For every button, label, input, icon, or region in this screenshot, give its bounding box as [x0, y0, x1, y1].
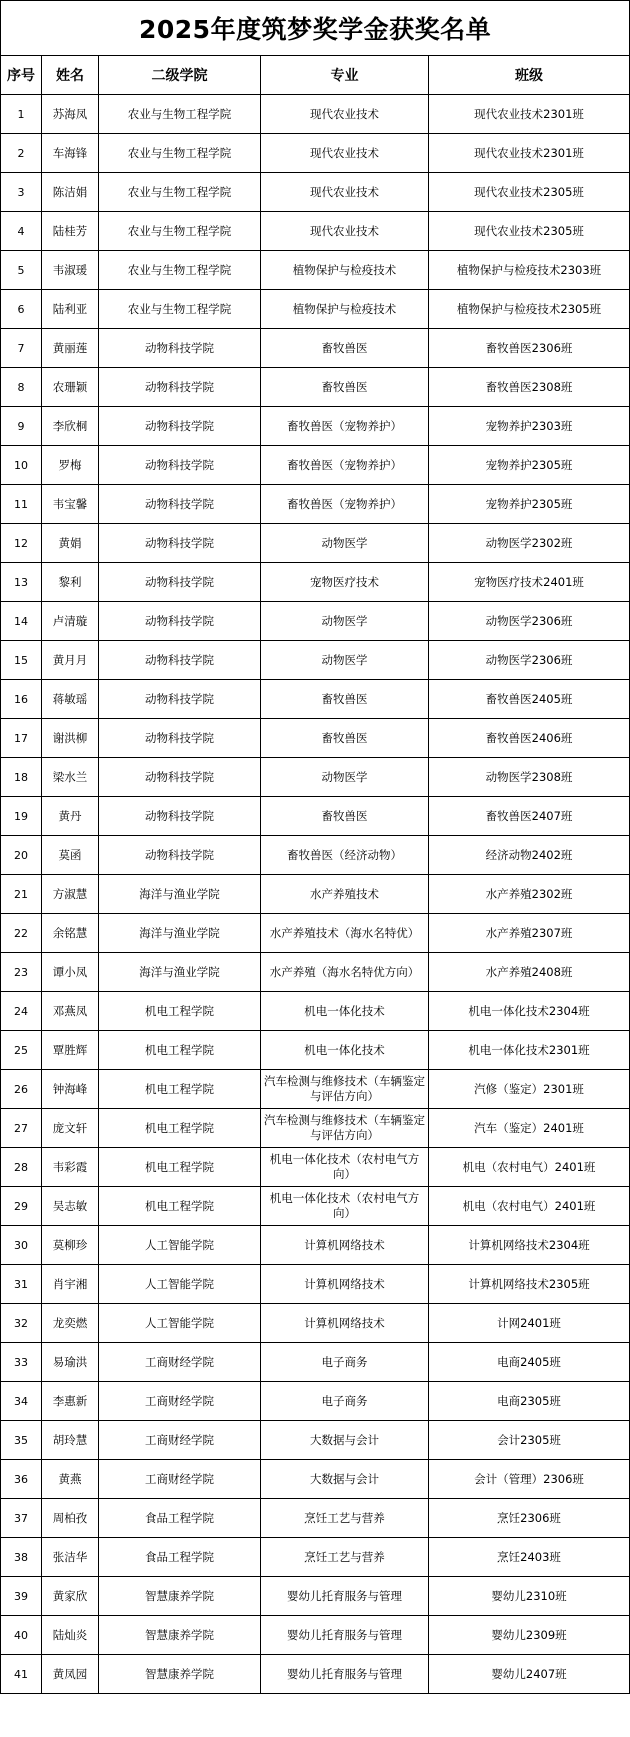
table-row: [1, 719, 630, 758]
cell-college: 机电工程学院: [99, 1187, 261, 1226]
cell-class: 机电一体化技术2304班: [429, 992, 630, 1031]
cell-major: 植物保护与检疫技术: [261, 290, 429, 329]
cell-name: 韦淑瑗: [42, 251, 99, 290]
cell-major: 婴幼儿托育服务与管理: [261, 1577, 429, 1616]
cell-major: 畜牧兽医（宠物养护）: [261, 446, 429, 485]
cell-name: 陆灿炎: [42, 1616, 99, 1655]
cell-name: 龙奕燃: [42, 1304, 99, 1343]
cell-name: 陈洁娟: [42, 173, 99, 212]
cell-index: 23: [1, 953, 42, 992]
table-row: [1, 290, 630, 329]
cell-major: 汽车检测与维修技术（车辆鉴定与评估方向）: [261, 1109, 429, 1148]
header-college: 二级学院: [99, 56, 261, 95]
cell-index: 26: [1, 1070, 42, 1109]
cell-index: 40: [1, 1616, 42, 1655]
document-title: 2025年度筑梦奖学金获奖名单: [1, 1, 630, 56]
cell-index: 14: [1, 602, 42, 641]
cell-major: 机电一体化技术: [261, 992, 429, 1031]
cell-college: 农业与生物工程学院: [99, 173, 261, 212]
cell-college: 动物科技学院: [99, 563, 261, 602]
cell-name: 梁水兰: [42, 758, 99, 797]
table-row: [1, 134, 630, 173]
cell-major: 水产养殖技术: [261, 875, 429, 914]
cell-name: 谢洪柳: [42, 719, 99, 758]
cell-major: 现代农业技术: [261, 212, 429, 251]
cell-college: 动物科技学院: [99, 407, 261, 446]
cell-college: 海洋与渔业学院: [99, 914, 261, 953]
table-row: [1, 1304, 630, 1343]
cell-class: 电商2405班: [429, 1343, 630, 1382]
cell-index: 32: [1, 1304, 42, 1343]
cell-college: 智慧康养学院: [99, 1616, 261, 1655]
table-row: [1, 1187, 630, 1226]
cell-name: 车海锋: [42, 134, 99, 173]
cell-index: 12: [1, 524, 42, 563]
cell-major: 机电一体化技术（农村电气方向）: [261, 1148, 429, 1187]
cell-college: 动物科技学院: [99, 719, 261, 758]
table-row: [1, 1226, 630, 1265]
cell-name: 苏海凤: [42, 95, 99, 134]
table-row: [1, 797, 630, 836]
cell-name: 韦宝馨: [42, 485, 99, 524]
cell-index: 39: [1, 1577, 42, 1616]
cell-major: 水产养殖（海水名特优方向）: [261, 953, 429, 992]
cell-major: 动物医学: [261, 641, 429, 680]
table-row: [1, 836, 630, 875]
cell-major: 畜牧兽医: [261, 329, 429, 368]
cell-name: 黄燕: [42, 1460, 99, 1499]
cell-index: 35: [1, 1421, 42, 1460]
cell-class: 婴幼儿2309班: [429, 1616, 630, 1655]
cell-class: 水产养殖2302班: [429, 875, 630, 914]
cell-class: 动物医学2306班: [429, 641, 630, 680]
cell-index: 10: [1, 446, 42, 485]
header-name: 姓名: [42, 56, 99, 95]
cell-index: 34: [1, 1382, 42, 1421]
table-row: [1, 212, 630, 251]
cell-class: 婴幼儿2407班: [429, 1655, 630, 1694]
table-row: [1, 1499, 630, 1538]
table-row: [1, 1538, 630, 1577]
cell-major: 大数据与会计: [261, 1421, 429, 1460]
cell-name: 黄月月: [42, 641, 99, 680]
cell-major: 畜牧兽医: [261, 719, 429, 758]
cell-college: 工商财经学院: [99, 1460, 261, 1499]
cell-class: 计算机网络技术2305班: [429, 1265, 630, 1304]
cell-class: 畜牧兽医2407班: [429, 797, 630, 836]
cell-college: 工商财经学院: [99, 1421, 261, 1460]
cell-class: 水产养殖2307班: [429, 914, 630, 953]
cell-name: 黄丽莲: [42, 329, 99, 368]
cell-college: 机电工程学院: [99, 1109, 261, 1148]
cell-major: 畜牧兽医（宠物养护）: [261, 407, 429, 446]
cell-major: 机电一体化技术（农村电气方向）: [261, 1187, 429, 1226]
cell-index: 19: [1, 797, 42, 836]
cell-name: 覃胜辉: [42, 1031, 99, 1070]
cell-major: 机电一体化技术: [261, 1031, 429, 1070]
table-row: [1, 758, 630, 797]
table-row: [1, 1070, 630, 1109]
cell-major: 电子商务: [261, 1343, 429, 1382]
cell-class: 会计2305班: [429, 1421, 630, 1460]
cell-college: 食品工程学院: [99, 1499, 261, 1538]
cell-major: 计算机网络技术: [261, 1226, 429, 1265]
cell-index: 36: [1, 1460, 42, 1499]
cell-college: 动物科技学院: [99, 680, 261, 719]
cell-name: 吴志敏: [42, 1187, 99, 1226]
cell-name: 韦彩霞: [42, 1148, 99, 1187]
table-row: [1, 1577, 630, 1616]
cell-name: 陆桂芳: [42, 212, 99, 251]
cell-class: 会计（管理）2306班: [429, 1460, 630, 1499]
cell-name: 黄家欣: [42, 1577, 99, 1616]
table-row: [1, 1265, 630, 1304]
cell-name: 李欣桐: [42, 407, 99, 446]
table-row: [1, 914, 630, 953]
table-row: [1, 407, 630, 446]
cell-name: 庞文轩: [42, 1109, 99, 1148]
cell-index: 31: [1, 1265, 42, 1304]
cell-index: 37: [1, 1499, 42, 1538]
cell-college: 动物科技学院: [99, 524, 261, 563]
table-row: [1, 563, 630, 602]
cell-major: 动物医学: [261, 524, 429, 563]
cell-index: 41: [1, 1655, 42, 1694]
table-row: [1, 1421, 630, 1460]
table-row: [1, 173, 630, 212]
cell-name: 黄凤园: [42, 1655, 99, 1694]
cell-major: 大数据与会计: [261, 1460, 429, 1499]
cell-college: 智慧康养学院: [99, 1655, 261, 1694]
cell-major: 计算机网络技术: [261, 1304, 429, 1343]
cell-college: 动物科技学院: [99, 368, 261, 407]
cell-index: 3: [1, 173, 42, 212]
cell-index: 15: [1, 641, 42, 680]
cell-college: 食品工程学院: [99, 1538, 261, 1577]
cell-name: 卢清璇: [42, 602, 99, 641]
cell-class: 畜牧兽医2406班: [429, 719, 630, 758]
cell-index: 30: [1, 1226, 42, 1265]
cell-major: 畜牧兽医: [261, 680, 429, 719]
cell-index: 33: [1, 1343, 42, 1382]
table-row: [1, 953, 630, 992]
table-row: [1, 1655, 630, 1694]
cell-major: 现代农业技术: [261, 134, 429, 173]
cell-name: 易瑜洪: [42, 1343, 99, 1382]
cell-college: 工商财经学院: [99, 1343, 261, 1382]
cell-college: 智慧康养学院: [99, 1577, 261, 1616]
cell-class: 机电（农村电气）2401班: [429, 1148, 630, 1187]
cell-college: 人工智能学院: [99, 1226, 261, 1265]
table-row: [1, 485, 630, 524]
cell-index: 1: [1, 95, 42, 134]
table-row: [1, 875, 630, 914]
cell-class: 经济动物2402班: [429, 836, 630, 875]
cell-name: 莫柳珍: [42, 1226, 99, 1265]
cell-college: 海洋与渔业学院: [99, 953, 261, 992]
table-row: [1, 1616, 630, 1655]
cell-name: 谭小凤: [42, 953, 99, 992]
cell-index: 24: [1, 992, 42, 1031]
cell-major: 烹饪工艺与营养: [261, 1499, 429, 1538]
cell-index: 8: [1, 368, 42, 407]
cell-class: 水产养殖2408班: [429, 953, 630, 992]
table-row: [1, 992, 630, 1031]
cell-class: 现代农业技术2301班: [429, 95, 630, 134]
cell-college: 工商财经学院: [99, 1382, 261, 1421]
cell-major: 现代农业技术: [261, 95, 429, 134]
cell-college: 机电工程学院: [99, 1148, 261, 1187]
table-row: [1, 1382, 630, 1421]
cell-class: 现代农业技术2305班: [429, 173, 630, 212]
cell-major: 婴幼儿托育服务与管理: [261, 1616, 429, 1655]
cell-index: 28: [1, 1148, 42, 1187]
cell-class: 烹饪2403班: [429, 1538, 630, 1577]
cell-index: 13: [1, 563, 42, 602]
cell-index: 38: [1, 1538, 42, 1577]
cell-name: 余铭慧: [42, 914, 99, 953]
cell-class: 婴幼儿2310班: [429, 1577, 630, 1616]
cell-college: 农业与生物工程学院: [99, 212, 261, 251]
cell-index: 11: [1, 485, 42, 524]
cell-major: 畜牧兽医（宠物养护）: [261, 485, 429, 524]
cell-class: 电商2305班: [429, 1382, 630, 1421]
table-row: [1, 680, 630, 719]
cell-major: 水产养殖技术（海水名特优）: [261, 914, 429, 953]
table-row: [1, 641, 630, 680]
cell-college: 人工智能学院: [99, 1304, 261, 1343]
cell-major: 动物医学: [261, 602, 429, 641]
cell-college: 机电工程学院: [99, 992, 261, 1031]
cell-index: 5: [1, 251, 42, 290]
cell-college: 农业与生物工程学院: [99, 251, 261, 290]
cell-college: 动物科技学院: [99, 329, 261, 368]
cell-major: 宠物医疗技术: [261, 563, 429, 602]
cell-index: 21: [1, 875, 42, 914]
cell-major: 植物保护与检疫技术: [261, 251, 429, 290]
cell-college: 农业与生物工程学院: [99, 95, 261, 134]
cell-index: 6: [1, 290, 42, 329]
cell-index: 25: [1, 1031, 42, 1070]
cell-index: 4: [1, 212, 42, 251]
cell-name: 邓燕凤: [42, 992, 99, 1031]
cell-class: 现代农业技术2305班: [429, 212, 630, 251]
table-row: [1, 251, 630, 290]
cell-college: 机电工程学院: [99, 1031, 261, 1070]
cell-name: 肖宇湘: [42, 1265, 99, 1304]
cell-name: 黄娟: [42, 524, 99, 563]
cell-class: 汽修（鉴定）2301班: [429, 1070, 630, 1109]
table-row: [1, 1343, 630, 1382]
cell-index: 20: [1, 836, 42, 875]
cell-major: 汽车检测与维修技术（车辆鉴定与评估方向）: [261, 1070, 429, 1109]
cell-college: 动物科技学院: [99, 797, 261, 836]
cell-name: 罗梅: [42, 446, 99, 485]
cell-index: 22: [1, 914, 42, 953]
table-header-row: [1, 56, 630, 95]
cell-name: 黄丹: [42, 797, 99, 836]
cell-class: 动物医学2308班: [429, 758, 630, 797]
cell-class: 宠物医疗技术2401班: [429, 563, 630, 602]
cell-college: 动物科技学院: [99, 446, 261, 485]
cell-college: 动物科技学院: [99, 641, 261, 680]
cell-class: 机电（农村电气）2401班: [429, 1187, 630, 1226]
cell-college: 海洋与渔业学院: [99, 875, 261, 914]
cell-college: 机电工程学院: [99, 1070, 261, 1109]
cell-class: 植物保护与检疫技术2303班: [429, 251, 630, 290]
cell-major: 畜牧兽医: [261, 368, 429, 407]
header-index: 序号: [1, 56, 42, 95]
cell-index: 27: [1, 1109, 42, 1148]
table-row: [1, 368, 630, 407]
cell-class: 动物医学2306班: [429, 602, 630, 641]
table-row: [1, 602, 630, 641]
table-row: [1, 329, 630, 368]
cell-name: 蒋敏瑶: [42, 680, 99, 719]
cell-name: 陆利亚: [42, 290, 99, 329]
cell-name: 周柏孜: [42, 1499, 99, 1538]
cell-class: 计算机网络技术2304班: [429, 1226, 630, 1265]
cell-class: 宠物养护2305班: [429, 485, 630, 524]
cell-index: 29: [1, 1187, 42, 1226]
cell-name: 方淑慧: [42, 875, 99, 914]
cell-major: 畜牧兽医（经济动物）: [261, 836, 429, 875]
cell-college: 动物科技学院: [99, 836, 261, 875]
table-row: [1, 1460, 630, 1499]
cell-name: 张洁华: [42, 1538, 99, 1577]
cell-name: 李惠新: [42, 1382, 99, 1421]
cell-class: 烹饪2306班: [429, 1499, 630, 1538]
cell-name: 农珊颖: [42, 368, 99, 407]
table-row: [1, 1148, 630, 1187]
header-class: 班级: [429, 56, 630, 95]
cell-index: 16: [1, 680, 42, 719]
cell-college: 人工智能学院: [99, 1265, 261, 1304]
table-row: [1, 446, 630, 485]
cell-index: 9: [1, 407, 42, 446]
table-body: [1, 95, 630, 1694]
cell-class: 畜牧兽医2308班: [429, 368, 630, 407]
cell-name: 胡玲慧: [42, 1421, 99, 1460]
cell-class: 计网2401班: [429, 1304, 630, 1343]
cell-college: 农业与生物工程学院: [99, 290, 261, 329]
cell-name: 莫函: [42, 836, 99, 875]
cell-major: 烹饪工艺与营养: [261, 1538, 429, 1577]
cell-major: 现代农业技术: [261, 173, 429, 212]
table-row: [1, 95, 630, 134]
cell-index: 17: [1, 719, 42, 758]
cell-college: 动物科技学院: [99, 602, 261, 641]
table-row: [1, 524, 630, 563]
table-row: [1, 1109, 630, 1148]
cell-class: 汽车（鉴定）2401班: [429, 1109, 630, 1148]
cell-college: 农业与生物工程学院: [99, 134, 261, 173]
cell-name: 钟海峰: [42, 1070, 99, 1109]
cell-class: 动物医学2302班: [429, 524, 630, 563]
cell-major: 电子商务: [261, 1382, 429, 1421]
cell-class: 畜牧兽医2405班: [429, 680, 630, 719]
cell-index: 2: [1, 134, 42, 173]
cell-college: 动物科技学院: [99, 485, 261, 524]
cell-major: 婴幼儿托育服务与管理: [261, 1655, 429, 1694]
cell-major: 畜牧兽医: [261, 797, 429, 836]
cell-major: 动物医学: [261, 758, 429, 797]
cell-college: 动物科技学院: [99, 758, 261, 797]
cell-class: 植物保护与检疫技术2305班: [429, 290, 630, 329]
cell-class: 宠物养护2305班: [429, 446, 630, 485]
cell-index: 7: [1, 329, 42, 368]
cell-class: 机电一体化技术2301班: [429, 1031, 630, 1070]
cell-major: 计算机网络技术: [261, 1265, 429, 1304]
cell-name: 黎利: [42, 563, 99, 602]
cell-class: 现代农业技术2301班: [429, 134, 630, 173]
cell-class: 宠物养护2303班: [429, 407, 630, 446]
table-row: [1, 1031, 630, 1070]
header-major: 专业: [261, 56, 429, 95]
cell-class: 畜牧兽医2306班: [429, 329, 630, 368]
cell-index: 18: [1, 758, 42, 797]
